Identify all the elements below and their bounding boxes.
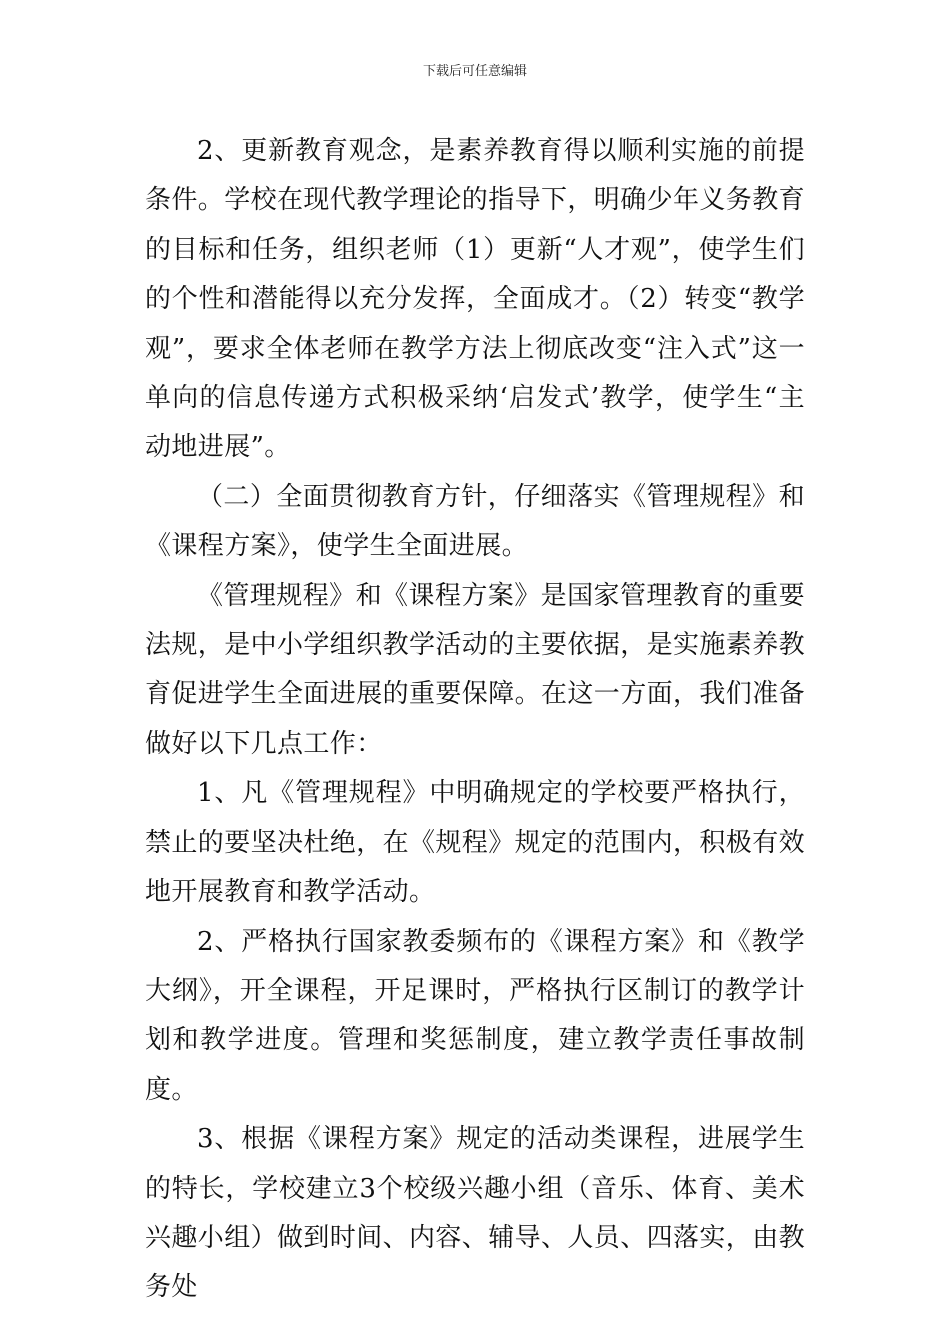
page-header: 下载后可任意编辑	[422, 64, 527, 79]
paragraph-update-concepts: 2、更新教育观念，是素养教育得以顺利实施的前提条件。学校在现代教学理论的指导下，明确少年义务教育的目标和任务，组织老师（1）更新“人才观”，使学生们的个性和潜能得以充分发挥，全面成才。（2）转变“教学观”，要求全体老师在教学方法上彻底改变“注入式”这一单向的信息传递方式积极采纳‘启发式’教学，使学生“主动地进展”。	[145, 136, 806, 463]
paragraph-item-3: 3、根据《课程方案》规定的活动类课程，进展学生的特长，学校建立3个校级兴趣小组（音乐、体育、美术兴趣小组）做到时间、内容、辅导、人员、四落实，由教务处	[145, 1124, 806, 1303]
paragraph-item-2: 2、严格执行国家教委频布的《课程方案》和《教学大纲》，开全课程，开足课时，严格执行区制订的教学计划和教学进度。管理和奖惩制度，建立教学责任事故制度。	[145, 926, 805, 1105]
document-body	[145, 127, 805, 1313]
paragraph-section-two-heading: （二）全面贯彻教育方针，仔细落实《管理规程》和《课程方案》，使学生全面进展。	[145, 481, 805, 562]
paragraph-item-1: 1、凡《管理规程》中明确规定的学校要严格执行，禁止的要坚决杜绝，在《规程》规定的范围内，积极有效地开展教育和教学活动。	[145, 778, 806, 908]
paragraph-regulations-intro: 《管理规程》和《课程方案》是国家管理教育的重要法规，是中小学组织教学活动的主要依据，是实施素养教育促进学生全面进展的重要保障。在这一方面，我们准备做好以下几点工作：	[145, 580, 806, 759]
